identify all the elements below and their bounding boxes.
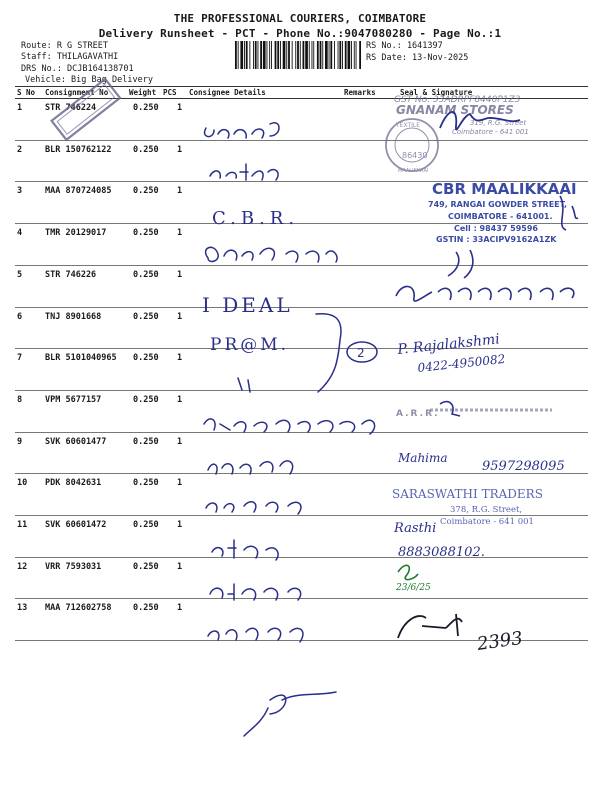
stamp-stores-city: Coimbatore - 641 001 — [452, 128, 529, 136]
handwriting-row9 — [208, 461, 293, 474]
row-pcs: 1 — [177, 520, 183, 530]
row-weight: 0.250 — [133, 103, 159, 113]
row-sno: 3 — [17, 186, 23, 197]
name-row9: Mahima — [398, 451, 448, 465]
seal-side-text: MAALIKKAAI — [398, 168, 429, 174]
row-weight: 0.250 — [133, 269, 159, 280]
staff-label: Staff: THILAGAVATHI — [21, 52, 119, 62]
row-weight: 0.250 — [133, 353, 159, 364]
handwriting-row3: C.B.R. — [212, 208, 300, 229]
col-seal: Seal & Signature — [400, 88, 473, 97]
row-sno: 5 — [17, 269, 23, 280]
bracket-row6 — [316, 314, 341, 392]
saraswathi-city: Coimbatore - 641 001 — [440, 517, 534, 527]
drs-number: DRS No.: DCJB164138701 — [21, 64, 134, 74]
row-weight: 0.250 — [133, 520, 159, 530]
phone-row5-scribble — [438, 288, 574, 300]
seal-top-text: TEXTILE — [396, 122, 421, 129]
row-pcs: 1 — [177, 103, 183, 113]
date-row12: 23/6/25 — [396, 583, 431, 593]
col-consignee: Consignee Details — [189, 88, 266, 97]
row-weight: 0.250 — [133, 394, 159, 405]
remark-circle-number: 2 — [357, 346, 365, 360]
row-weight: 0.250 — [133, 603, 159, 614]
rubber-stamp-icon — [52, 79, 120, 140]
row-pcs: 1 — [177, 561, 183, 572]
row-sno: 10 — [17, 478, 28, 489]
signature-row5 — [396, 250, 473, 301]
row-pcs: 1 — [177, 269, 183, 280]
row-weight: 0.250 — [133, 561, 159, 572]
seal-number: 86430 — [402, 151, 428, 160]
saraswathi-name: SARASWATHI TRADERS — [392, 487, 543, 501]
handwriting-row11 — [212, 540, 278, 560]
saraswathi-street: 378, R.G. Street, — [450, 505, 523, 515]
row-consignment-no: MAA 712602758 — [45, 603, 112, 614]
row-sno: 1 — [17, 103, 23, 113]
col-remarks: Remarks — [344, 88, 376, 97]
row-sno: 12 — [17, 561, 28, 572]
col-consignment: Consignment No — [45, 88, 109, 97]
handwriting-row10 — [206, 502, 301, 514]
row-consignment-no: STR 746226 — [45, 269, 97, 280]
row-weight: 0.250 — [133, 436, 159, 447]
handwriting-row5: I DEAL — [202, 293, 293, 317]
phone-row9: 9597298095 — [482, 459, 565, 474]
row-consignment-no: BLR 150762122 — [45, 144, 112, 155]
phone-row11: 8883088102. — [398, 545, 485, 560]
row-pcs: 1 — [177, 228, 183, 239]
handwriting-row2 — [210, 164, 278, 180]
row-sno: 11 — [17, 520, 28, 530]
name-row11: Rasthi — [394, 521, 437, 536]
row-consignment-no: TMR 20129017 — [45, 228, 107, 239]
cbr-gstin: GSTIN : 33ACIPV9162A1ZK — [436, 235, 557, 244]
cbr-name: CBR MAALIKKAAI — [432, 180, 577, 198]
row-consignment-no: SVK 60601472 — [45, 520, 107, 530]
row-sno: 13 — [17, 603, 28, 614]
row-consignment-no: VPM 5677157 — [45, 394, 102, 405]
cbr-address: 749, RANGAI GOWDER STREET, — [428, 200, 567, 209]
row-pcs: 1 — [177, 311, 183, 322]
row-sno: 6 — [17, 311, 23, 322]
round-seal-icon — [386, 119, 438, 174]
signature-row3 — [560, 196, 578, 230]
stamp-stores-name: GNANAM STORES — [396, 103, 514, 117]
handwriting-row13 — [208, 628, 303, 642]
row-sno: 4 — [17, 228, 23, 239]
row-pcs: 1 — [177, 603, 183, 614]
row-consignment-no: BLR 5101040965 — [45, 353, 117, 364]
signature-row12 — [398, 565, 418, 579]
row-consignment-no: MAA 870724085 — [45, 186, 112, 197]
document-subtitle: Delivery Runsheet - PCT - Phone No.:9047080280 - Page No.:1 — [98, 27, 502, 40]
row-consignment-no: TNJ 8901668 — [45, 311, 102, 322]
route-label: Route: R G STREET — [21, 41, 108, 51]
rs-number: RS No.: 1641397 — [366, 41, 443, 51]
row-pcs: 1 — [177, 394, 183, 405]
row-pcs: 1 — [177, 353, 183, 364]
handwriting-row8 — [204, 419, 375, 434]
document-title: THE PROFESSIONAL COURIERS, COIMBATORE — [173, 12, 427, 25]
handwriting-row12 — [210, 584, 301, 600]
consignee-handwriting — [202, 123, 375, 736]
row-weight: 0.250 — [133, 228, 159, 239]
phone-row6: 0422-4950082 — [416, 351, 506, 375]
cbr-cell: Cell : 98437 59596 — [454, 224, 538, 233]
row-weight: 0.250 — [133, 144, 159, 155]
row-weight: 0.250 — [133, 186, 159, 197]
stores-stamp — [394, 95, 529, 136]
stamp-row8: A.R.R. — [396, 409, 440, 419]
rs-date: RS Date: 13-Nov-2025 — [366, 53, 469, 63]
number-row13: 2393 — [475, 627, 525, 655]
row-sno: 8 — [17, 394, 23, 405]
row-pcs: 1 — [177, 144, 183, 155]
cbr-stamp — [428, 180, 577, 244]
row-sno: 7 — [17, 353, 23, 364]
cbr-city: COIMBATORE - 641001. — [448, 212, 553, 221]
signature-row6: P. Rajalakshmi — [396, 331, 501, 358]
handwriting-row6: PR@M. — [210, 335, 290, 355]
stamp-gst-number: GST No. 33ADRPF8440P1Z3 — [394, 95, 521, 105]
row-consignment-no: VRR 7593031 — [45, 561, 102, 572]
row-consignment-no: STR 746224 — [45, 103, 97, 113]
col-pcs: PCS — [163, 88, 177, 97]
stamp-stores-street: 319, R.G. Street — [470, 119, 527, 127]
tick-row7 — [238, 378, 250, 392]
row-consignment-no: PDK 8042631 — [45, 478, 102, 489]
row-consignment-no: SVK 60601477 — [45, 436, 107, 447]
handwriting-row4 — [206, 247, 338, 262]
row-weight: 0.250 — [133, 311, 159, 322]
row-sno: 9 — [17, 436, 23, 447]
row-pcs: 1 — [177, 186, 183, 197]
col-weight: Weight — [129, 88, 157, 97]
row-pcs: 1 — [177, 478, 183, 489]
handwriting-row1 — [205, 123, 279, 138]
signature-row13 — [398, 614, 462, 638]
col-sno: S No — [17, 88, 36, 97]
bottom-signature — [244, 692, 336, 736]
vehicle-label: Vehicle: Big Bag Delivery — [25, 75, 153, 85]
row-pcs: 1 — [177, 436, 183, 447]
row-weight: 0.250 — [133, 478, 159, 489]
row-sno: 2 — [17, 144, 23, 155]
